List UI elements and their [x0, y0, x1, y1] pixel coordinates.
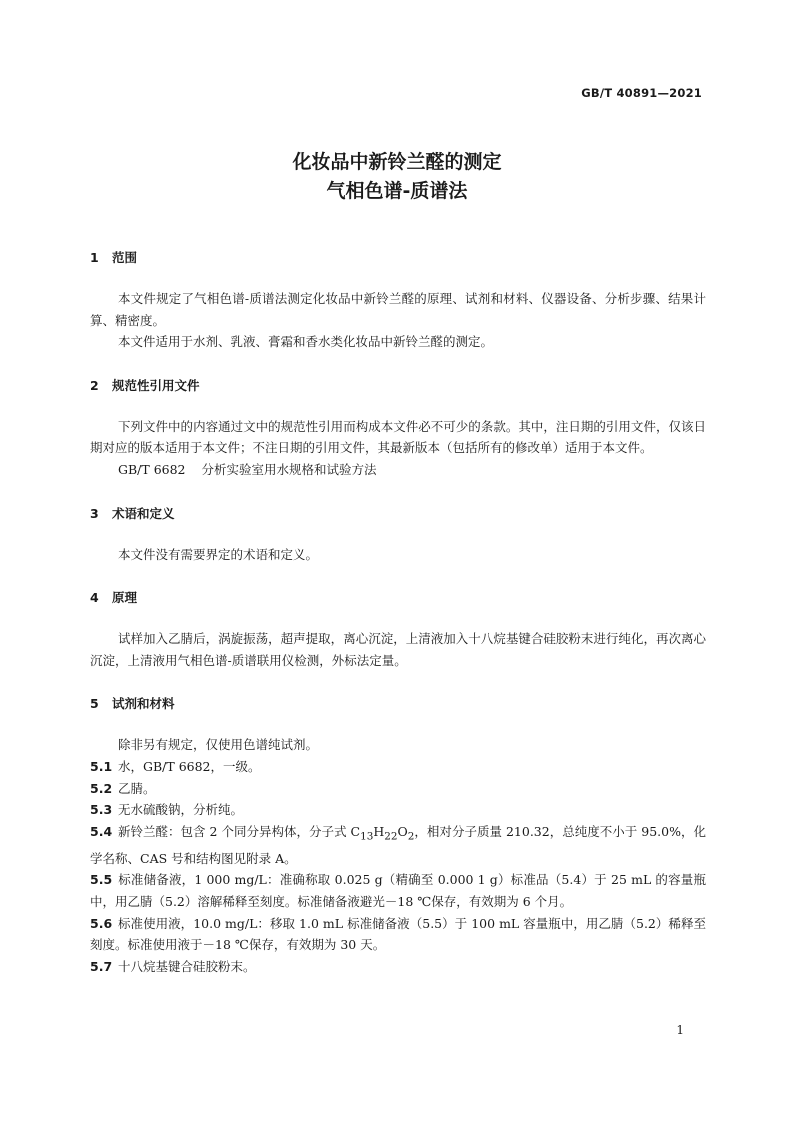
clause-5-3 — [90, 799, 706, 821]
clause-5-7 — [90, 956, 706, 978]
section-title: 原理 — [112, 590, 138, 606]
document-title — [0, 148, 794, 206]
section-title: 试剂和材料 — [112, 696, 175, 712]
section-number: 2 — [90, 377, 99, 393]
section-3-heading — [90, 503, 706, 524]
section-title: 范围 — [112, 250, 138, 265]
formula-subscript: 22 — [384, 830, 398, 843]
clause-number: 5.5 — [90, 872, 113, 888]
section-number: 1 — [90, 250, 99, 265]
section-4-heading — [90, 587, 706, 608]
title-line-2: 气相色谱-质谱法 — [326, 180, 468, 202]
clause-text: 标准储备液，1 000 mg/L：准确称取 0.025 g（精确至 0.000 1 g）标准品（5.4）于 25 mL 的容量瓶中，用乙腈（5.2）溶解稀释至刻度。标准储备液避光－18 ℃保存，有效期为 6 个月。 — [90, 872, 706, 909]
section-number: 4 — [90, 590, 99, 606]
section-5-heading — [90, 693, 706, 714]
reference-title: 分析实验室用水规格和试验方法 — [201, 461, 377, 477]
page-number: 1 — [676, 1023, 684, 1037]
clause-5-6 — [90, 913, 706, 956]
section-1-heading — [90, 247, 706, 268]
clause-5-2 — [90, 778, 706, 800]
formula-subscript: 2 — [407, 830, 415, 843]
section-2-heading — [90, 375, 706, 396]
reference-code: GB/T 6682 — [118, 461, 186, 477]
section-number: 5 — [90, 696, 99, 712]
section-title: 术语和定义 — [112, 505, 175, 521]
reference-entry — [90, 459, 706, 481]
clause-text: 水，GB/T 6682，一级。 — [118, 758, 261, 774]
clause-5-5 — [90, 869, 706, 912]
clause-number: 5.3 — [90, 802, 113, 818]
principle-paragraph: 试样加入乙腈后，涡旋振荡，超声提取，离心沉淀，上清液加入十八烷基键合硅胶粉末进行纯化，再次离心沉淀，上清液用气相色谱-质谱联用仪检测，外标法定量。 — [90, 631, 706, 668]
clause-text: H — [373, 823, 385, 839]
clause-text: 标准使用液，10.0 mg/L：移取 1.0 mL 标准储备液（5.5）于 100 mL 容量瓶中，用乙腈（5.2）稀释至刻度。标准使用液于－18 ℃保存，有效期为 30 天。 — [90, 915, 706, 953]
clause-text: 无水硫酸钠，分析纯。 — [118, 802, 244, 818]
clause-number: 5.2 — [90, 780, 113, 796]
clause-text: 新铃兰醛：包含 2 个同分异构体，分子式 C — [118, 823, 361, 839]
clause-5-4 — [90, 821, 706, 870]
title-line-1: 化妆品中新铃兰醛的测定 — [292, 151, 502, 173]
clause-number: 5.1 — [90, 758, 113, 774]
formula-subscript: 13 — [360, 830, 374, 843]
section-title: 规范性引用文件 — [112, 377, 200, 393]
scope-paragraph-1: 本文件规定了气相色谱-质谱法测定化妆品中新铃兰醛的原理、试剂和材料、仪器设备、分析步骤、结果计算、精密度。 — [90, 291, 706, 328]
scope-paragraph-2: 本文件适用于水剂、乳液、膏霜和香水类化妆品中新铃兰醛的测定。 — [118, 334, 494, 350]
standard-code: GB/T 40891—2021 — [581, 86, 702, 100]
clause-text: 乙腈。 — [118, 780, 156, 796]
references-paragraph: 下列文件中的内容通过文中的规范性引用而构成本文件必不可少的条款。其中，注日期的引用文件，仅该日期对应的版本适用于本文件；不注日期的引用文件，其最新版本（包括所有的修改单）适用于本文件。 — [90, 418, 706, 456]
terms-paragraph: 本文件没有需要界定的术语和定义。 — [118, 546, 319, 562]
clause-text: ，相对分子质量 210.32，总纯度不小于 95.0%，化学名称、CAS 号和结构图见附录 A。 — [90, 823, 706, 866]
clause-number: 5.6 — [90, 915, 113, 931]
clause-5-1 — [90, 756, 706, 778]
clause-number: 5.7 — [90, 958, 113, 974]
reagents-intro-paragraph: 除非另有规定，仅使用色谱纯试剂。 — [118, 737, 319, 753]
clause-text: O — [397, 823, 408, 839]
document-body — [90, 247, 706, 977]
section-number: 3 — [90, 505, 99, 521]
clause-text: 十八烷基键合硅胶粉末。 — [118, 958, 256, 974]
clause-number: 5.4 — [90, 823, 113, 839]
